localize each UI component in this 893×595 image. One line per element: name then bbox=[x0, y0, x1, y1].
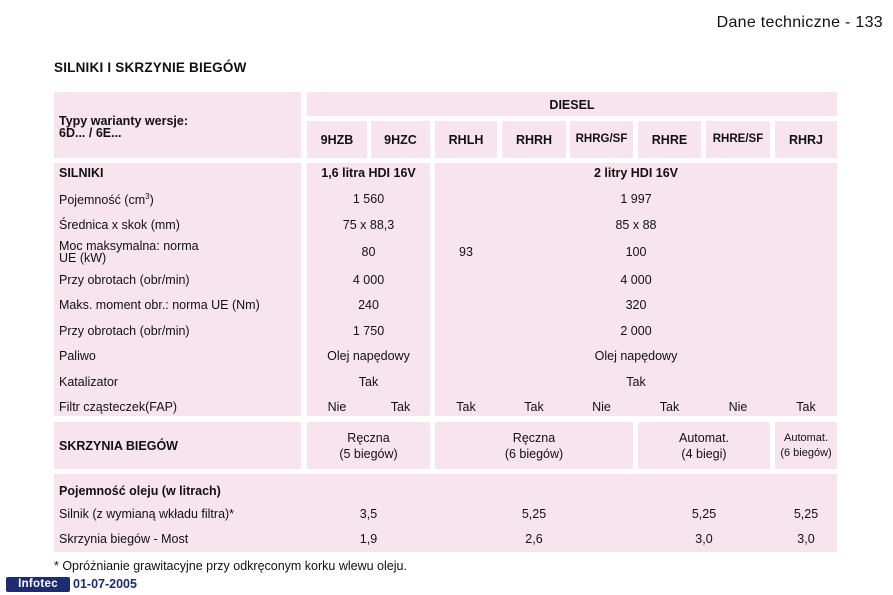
rpm1-label: Przy obrotach (obr/min) bbox=[59, 273, 190, 287]
fap-rhrj: Tak bbox=[796, 400, 816, 414]
variant-rhrg-sf: RHRG/SF bbox=[575, 133, 628, 145]
variant-9hzc: 9HZC bbox=[384, 133, 417, 147]
variant-9hzb: 9HZB bbox=[320, 133, 354, 147]
capacity-a: 1 560 bbox=[352, 192, 385, 206]
gearbox-cell-2 bbox=[435, 422, 633, 469]
power-b: 100 bbox=[625, 245, 647, 259]
gearbox-cell-1 bbox=[307, 422, 430, 469]
gearbox-4-line1: Automat. bbox=[783, 432, 829, 444]
fap-rhlh: Tak bbox=[456, 400, 476, 414]
type-label-line2: 6D... / 6E... bbox=[59, 126, 122, 140]
gearbox-4-line2: (6 biegów) bbox=[780, 447, 832, 459]
oil-gearbox-2: 2,6 bbox=[525, 532, 543, 546]
capacity-b: 1 997 bbox=[620, 192, 652, 206]
gearbox-2-line1: Ręczna bbox=[512, 431, 556, 445]
fuel-b: Olej napędowy bbox=[594, 349, 678, 363]
engine-a-name: 1,6 litra HDI 16V bbox=[321, 166, 416, 180]
torque-a: 240 bbox=[358, 298, 379, 312]
engine-b-name: 2 litry HDI 16V bbox=[593, 166, 679, 180]
variant-rhrj: RHRJ bbox=[788, 133, 824, 147]
oil-engine-4: 5,25 bbox=[793, 507, 819, 521]
gearbox-cell-4 bbox=[775, 422, 837, 469]
fap-label: Filtr cząsteczek(FAP) bbox=[59, 400, 178, 414]
oil-gearbox-4: 3,0 bbox=[797, 532, 815, 546]
oil-engine-label: Silnik (z wymianą wkładu filtra)* bbox=[59, 507, 235, 521]
gearbox-label: SKRZYNIA BIEGÓW bbox=[59, 439, 178, 453]
gearbox-3-line2: (4 biegi) bbox=[681, 447, 727, 461]
fap-9hzc: Tak bbox=[390, 400, 411, 414]
capacity-label: Pojemność $(cm^3)$ bbox=[59, 192, 154, 208]
bore-label: Średnica x skok (mm) bbox=[59, 218, 180, 232]
oil-engine-3: 5,25 bbox=[691, 507, 717, 521]
catalyst-b: Tak bbox=[626, 375, 646, 389]
bore-a: 75 x 88,3 bbox=[342, 218, 395, 232]
oil-gearbox-1: 1,9 bbox=[359, 532, 378, 546]
rpm2-label: Przy obrotach (obr/min) bbox=[59, 324, 190, 338]
variant-rhrh: RHRH bbox=[515, 133, 553, 147]
footnote: * Opróżnianie grawitacyjne przy odkręconym korku wlewu oleju. bbox=[54, 559, 407, 573]
type-label-line1: Typy warianty wersje: bbox=[59, 114, 188, 128]
fuel-label: Paliwo bbox=[59, 349, 96, 363]
infotec-logo: Infotec bbox=[6, 577, 70, 592]
oil-gearbox-3: 3,0 bbox=[695, 532, 713, 546]
rpm2-a: 1 750 bbox=[352, 324, 385, 338]
power-label-line1: Moc maksymalna: norma bbox=[59, 239, 199, 253]
torque-b: 320 bbox=[625, 298, 647, 312]
page-header: Dane techniczne - 133 bbox=[716, 14, 883, 31]
oil-label: Pojemność oleju (w litrach) bbox=[59, 484, 221, 498]
fap-rhre-sf: Nie bbox=[728, 400, 748, 414]
rpm2-b: 2 000 bbox=[620, 324, 652, 338]
torque-label: Maks. moment obr.: norma UE (Nm) bbox=[59, 298, 260, 312]
gearbox-2-line2: (6 biegów) bbox=[504, 447, 564, 461]
footer-date: 01-07-2005 bbox=[73, 577, 137, 591]
diesel-label: DIESEL bbox=[549, 98, 595, 112]
gearbox-cell-3 bbox=[638, 422, 770, 469]
variant-rhre-sf: RHRE/SF bbox=[712, 133, 764, 145]
fap-rhrh: Tak bbox=[524, 400, 544, 414]
rpm1-b: 4 000 bbox=[620, 273, 652, 287]
power-a: 80 bbox=[361, 245, 376, 259]
gearbox-1-line2: (5 biegów) bbox=[339, 447, 398, 461]
fap-rhre: Tak bbox=[659, 400, 680, 414]
oil-engine-1: 3,5 bbox=[359, 507, 378, 521]
power-rhlh: 93 bbox=[459, 245, 473, 259]
section-title: SILNIKI I SKRZYNIE BIEGÓW bbox=[54, 60, 247, 75]
gearbox-1-line1: Ręczna bbox=[347, 431, 390, 445]
variant-rhre: RHRE bbox=[651, 133, 688, 147]
engines-label: SILNIKI bbox=[59, 166, 104, 180]
gearbox-3-line1: Automat. bbox=[678, 431, 730, 445]
bore-b: 85 x 88 bbox=[615, 218, 657, 232]
variant-rhlh: RHLH bbox=[448, 133, 484, 147]
oil-engine-2: 5,25 bbox=[521, 507, 547, 521]
oil-gearbox-label: Skrzynia biegów - Most bbox=[59, 532, 189, 546]
catalyst-label: Katalizator bbox=[59, 375, 119, 389]
fap-rhrg-sf: Nie bbox=[592, 400, 611, 414]
catalyst-a: Tak bbox=[358, 375, 379, 389]
power-label-line2: UE (kW) bbox=[59, 251, 107, 265]
fap-9hzb: Nie bbox=[327, 400, 347, 414]
rpm1-a: 4 000 bbox=[352, 273, 385, 287]
fuel-a: Olej napędowy bbox=[327, 349, 410, 363]
